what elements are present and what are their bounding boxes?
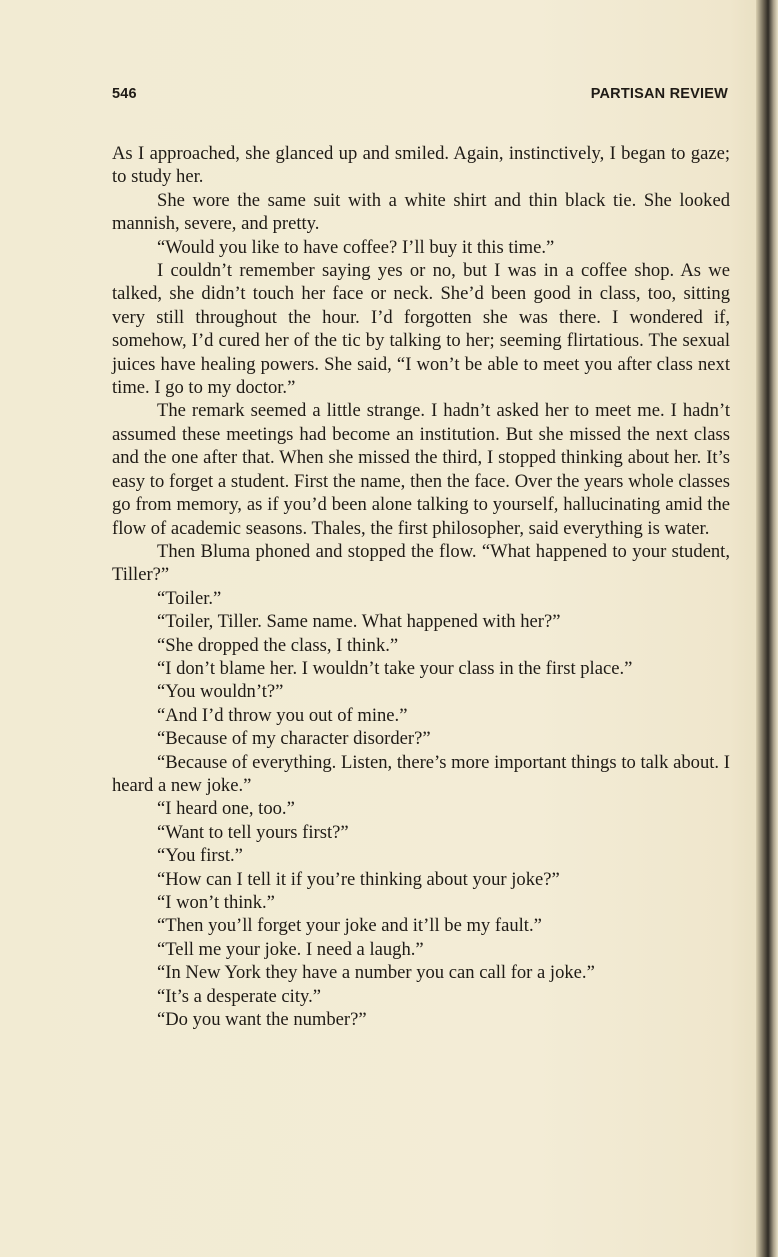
paragraph: The remark seemed a little strange. I hadn’t asked her to meet me. I hadn’t assumed these meetings had become an institution. But she missed the next class and the one after that. When she missed the third, I stopped thinking about her. It’s easy to forget a student. First the name, then the face. Over the years whole classes go from memory, as if you’d been alone talking to yourself, hallucinating amid the flow of academic seasons. Thales, the first philosopher, said everything is water. [112, 400, 730, 539]
paragraph: “Tell me your joke. I need a laugh.” [157, 938, 424, 960]
paragraph: “Toiler.” [157, 587, 222, 609]
paragraph: “And I’d throw you out of mine.” [157, 704, 408, 726]
journal-title: PARTISAN REVIEW [590, 86, 728, 102]
paragraph: She wore the same suit with a white shirt and thin black tie. She looked mannish, severe, and pretty. [112, 189, 730, 235]
paragraph: As I approached, she glanced up and smiled. Again, instinctively, I began to gaze; to study her. [112, 143, 730, 188]
paragraph: “I heard one, too.” [157, 798, 295, 820]
paragraph: “In New York they have a number you can call for a joke.” [157, 962, 595, 984]
paragraph: “I won’t think.” [157, 892, 275, 913]
paragraph: “Because of everything. Listen, there’s more important things to talk about. I heard a new joke.” [112, 751, 730, 796]
page-number: 546 [112, 86, 137, 102]
paragraph: “Because of my character disorder?” [157, 728, 431, 750]
paragraph: “Then you’ll forget your joke and it’ll be my fault.” [157, 915, 542, 937]
page-edge [756, 0, 778, 1257]
paragraph: “You first.” [157, 845, 243, 867]
paragraph: I couldn’t remember saying yes or no, but I was in a coffee shop. As we talked, she didn’t touch her face or neck. She’d been good in class, too, sitting very still throughout the hour. I’d forgotten she was there. I wondered if, somehow, I’d cured her of the tic by talking to her; seeming flirtatious. The sexual juices have healing powers. She said, “I won’t be able to meet you after class next time. I go to my doctor.” [112, 260, 730, 399]
paragraph: “It’s a desperate city.” [157, 985, 321, 1007]
paragraph: “Do you want the number?” [157, 1009, 367, 1031]
paragraph: “You wouldn’t?” [157, 681, 284, 703]
body-text [112, 142, 730, 1031]
running-head [112, 86, 728, 108]
paragraph: “Want to tell yours first?” [157, 821, 349, 843]
paragraph: “Would you like to have coffee? I’ll buy it this time.” [157, 236, 555, 258]
paragraph: Then Bluma phoned and stopped the flow. “What happened to your student, Tiller?” [112, 540, 730, 586]
paragraph: “She dropped the class, I think.” [157, 634, 399, 656]
paragraph: “How can I tell it if you’re thinking about your joke?” [157, 868, 560, 890]
paragraph: “Toiler, Tiller. Same name. What happened with her?” [157, 611, 561, 633]
paragraph: “I don’t blame her. I wouldn’t take your class in the first place.” [157, 657, 633, 679]
